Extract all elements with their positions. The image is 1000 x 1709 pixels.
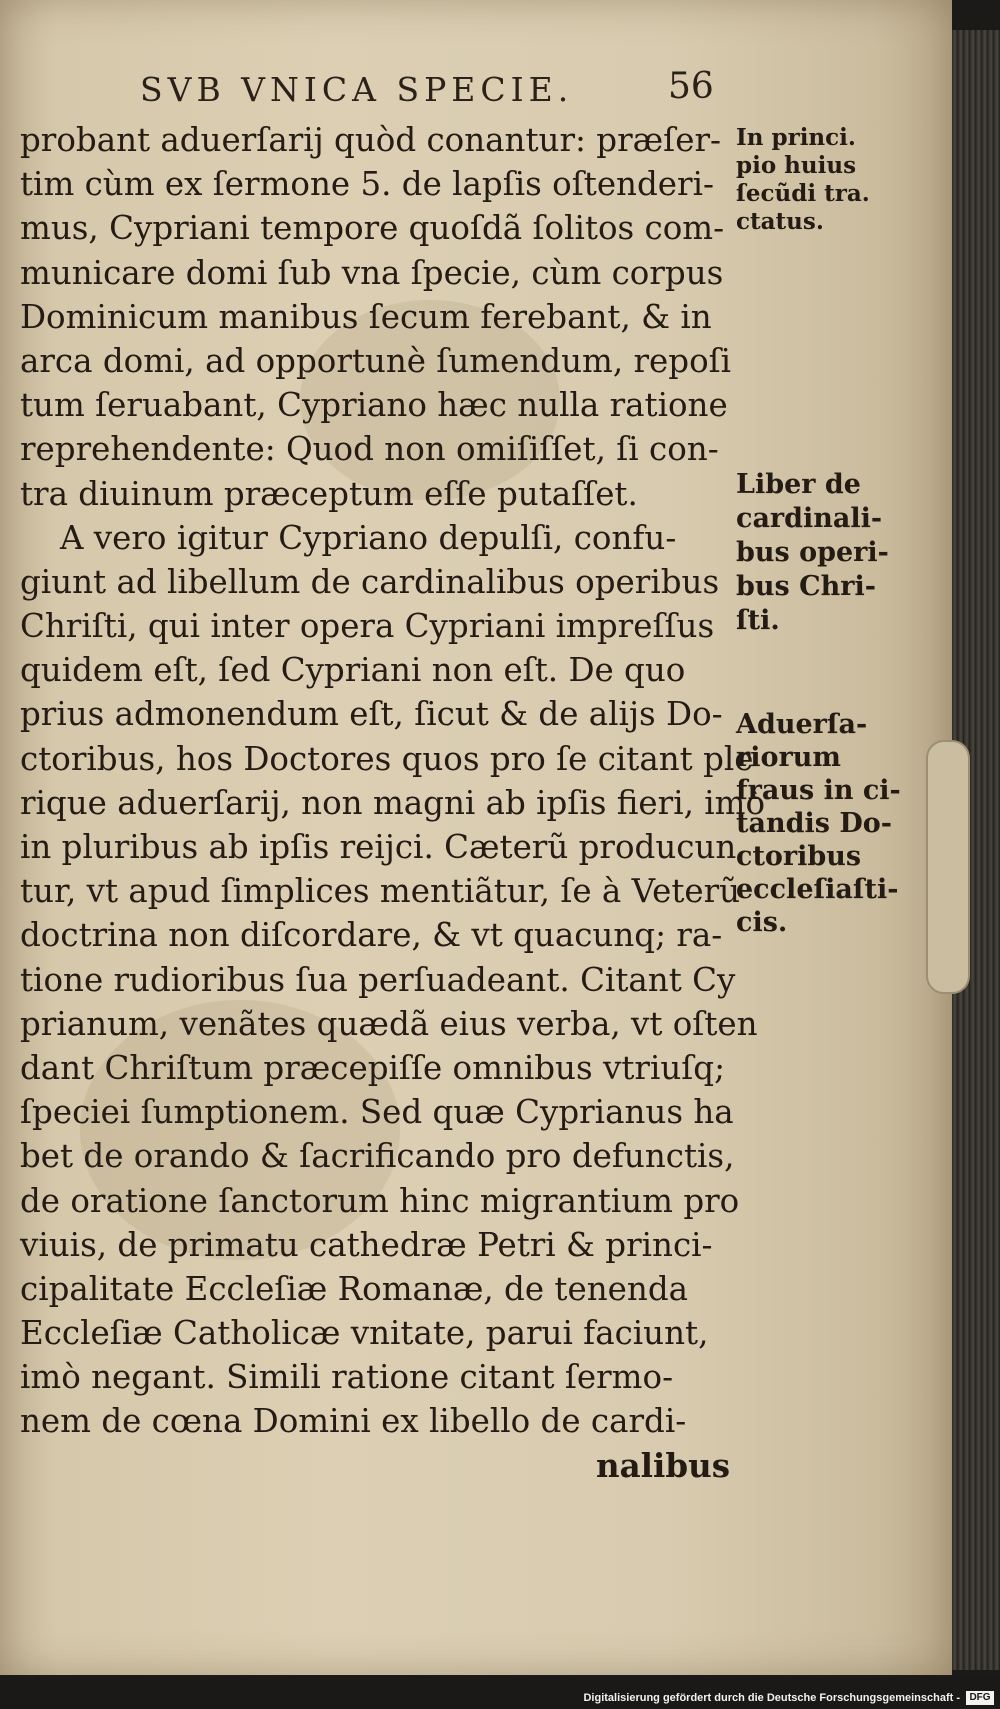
text-line: prius admonendum eſt, ſicut & de alijs Do- bbox=[20, 695, 723, 734]
text-line: A vero igitur Cypriano depulſi, confu- bbox=[60, 518, 677, 557]
marginal-note bbox=[736, 708, 901, 939]
dfg-logo: DFG bbox=[966, 1691, 994, 1705]
text-line: probant aduerſarij quòd conantur: præſer- bbox=[20, 121, 721, 159]
marginal-line: ctatus. bbox=[736, 208, 824, 235]
marginal-line: Aduerſa- bbox=[736, 709, 868, 740]
marginal-line: Liber de bbox=[736, 469, 861, 500]
text-line: de oratione ſanctorum hinc migrantium pro bbox=[20, 1181, 740, 1220]
text-line: Dominicum manibus ſecum ferebant, & in bbox=[20, 297, 712, 336]
text-line: ctoribus, hos Doctores quos pro ſe citant ple bbox=[20, 739, 754, 778]
text-line: cipalitate Eccleſiæ Romanæ, de tenenda bbox=[20, 1269, 688, 1308]
marginal-line: ſecũdi tra. bbox=[736, 180, 870, 207]
text-line: tim cùm ex ſermone 5. de lapſis oſtenderi- bbox=[20, 165, 714, 204]
marginal-line: eccleſiaſti- bbox=[736, 874, 899, 905]
marginal-line: pio huius bbox=[736, 152, 857, 179]
text-line: nem de cœna Domini ex libello de cardi- bbox=[20, 1402, 687, 1441]
text-line: ſpeciei ſumptionem. Sed quæ Cyprianus ha bbox=[20, 1093, 734, 1132]
text-line: tum ſeruabant, Cypriano hæc nulla ratione bbox=[20, 386, 728, 425]
text-line: giunt ad libellum de cardinalibus operibus bbox=[20, 562, 720, 601]
text-line: in pluribus ab ipſis reijci. Cæterũ producun bbox=[20, 828, 737, 866]
marginal-line: fraus in ci- bbox=[736, 775, 901, 806]
text-line: quidem eſt, ſed Cypriani non eſt. De quo bbox=[20, 651, 686, 690]
marginal-note bbox=[736, 124, 870, 236]
marginal-line: ctoribus bbox=[736, 841, 862, 872]
marginal-note bbox=[736, 468, 889, 638]
text-line: Eccleſiæ Catholicæ vnitate, parui faciunt, bbox=[20, 1314, 709, 1353]
marginal-line: cardinali- bbox=[736, 503, 883, 534]
text-line: Chriſti, qui inter opera Cypriani impreſſus bbox=[20, 607, 715, 646]
catchword: nalibus bbox=[595, 1445, 730, 1485]
text-line: tione rudioribus ſua perſuadeant. Citant Cy bbox=[20, 960, 736, 999]
marginal-line: ſti. bbox=[736, 605, 780, 636]
digitization-credit: Digitalisierung gefördert durch die Deutsche Forschungsgemeinschaft - bbox=[583, 1692, 960, 1704]
marginal-line: tandis Do- bbox=[736, 808, 892, 839]
text-line: mus, Cypriani tempore quoſdã ſolitos com- bbox=[20, 209, 725, 248]
text-line: arca domi, ad opportunè ſumendum, repoſi bbox=[20, 341, 732, 380]
marginal-line: bus Chri- bbox=[736, 571, 876, 602]
text-line: doctrina non diſcordare, & vt quacunq; ra- bbox=[20, 916, 723, 955]
text-line: rique aduerſarij, non magni ab ipſis fieri, imò bbox=[20, 783, 766, 822]
text-line: imò negant. Simili ratione citant ſermo- bbox=[20, 1358, 674, 1397]
text-line: tur, vt apud ſimplices mentiãtur, ſe à Veterũ bbox=[20, 872, 741, 911]
text-line: prianum, venãtes quædã eius verba, vt oſten bbox=[20, 1004, 758, 1043]
text-line: reprehendente: Quod non omiſiſſet, ſi con- bbox=[20, 430, 719, 469]
text-line: viuis, de primatu cathedræ Petri & princi- bbox=[20, 1225, 713, 1264]
page-number: 56 bbox=[668, 66, 714, 107]
marginal-line: cis. bbox=[736, 907, 788, 938]
text-line: bet de orando & ſacrificando pro defunctis, bbox=[20, 1137, 735, 1176]
page-clip bbox=[926, 740, 970, 994]
marginal-line: In princi. bbox=[736, 124, 856, 151]
marginal-line: riorum bbox=[736, 742, 841, 773]
running-title: SVB VNICA SPECIE. bbox=[140, 70, 574, 109]
text-line: municare domi ſub vna ſpecie, cùm corpus bbox=[20, 253, 724, 292]
text-line: tra diuinum præceptum eſſe putaſſet. bbox=[20, 474, 638, 513]
marginal-line: bus operi- bbox=[736, 537, 889, 568]
text-line: dant Chriſtum præcepiſſe omnibus vtriuſq; bbox=[20, 1048, 726, 1087]
